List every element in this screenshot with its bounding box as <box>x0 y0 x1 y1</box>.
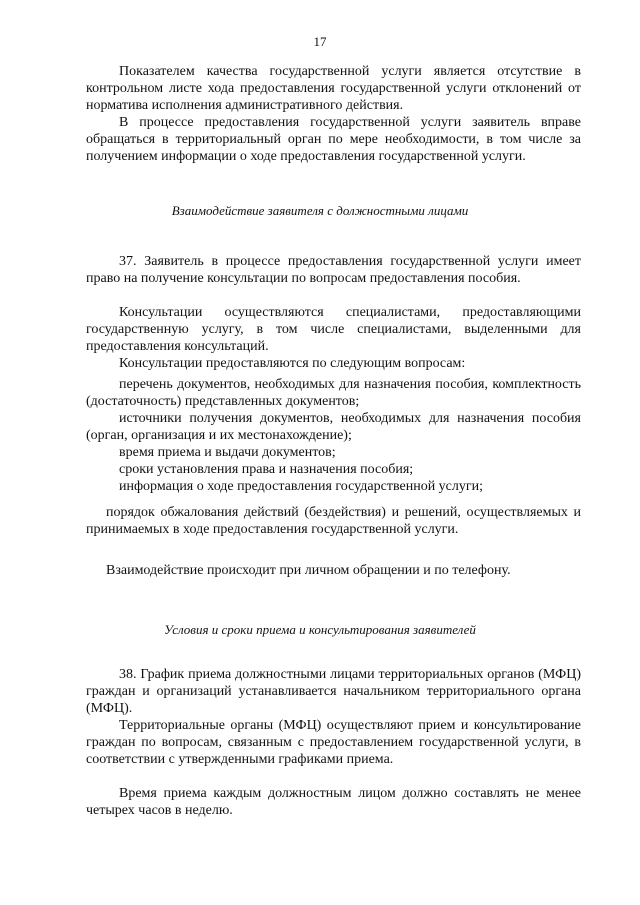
page-number: 17 <box>313 34 327 49</box>
section-heading-conditions: Условия и сроки приема и консультирования заявителей <box>164 622 476 637</box>
topic-service-progress: информация о ходе предоставления государственной услуги; <box>119 479 484 494</box>
topic-documents-list: перечень документов, необходимых для назначения пособия, комплектность (достаточность) представленных документов; <box>86 377 581 409</box>
clause-37-paragraph: 37. Заявитель в процессе предоставления государственной услуги имеет право на получение консультации по вопросам предоставления пособия. <box>86 254 581 286</box>
topic-reception-time: время приема и выдачи документов; <box>119 445 336 460</box>
consultation-specialists-paragraph: Консультации осуществляются специалистами, предоставляющими государственную услугу, в том числе специалистами, выделенными для предоставления консультаций. <box>86 305 581 354</box>
applicant-right-paragraph: В процессе предоставления государственной услуги заявитель вправе обращаться в территориальный орган по мере необходимости, в том числе за получением информации о ходе предоставления государственной услуги. <box>86 115 581 164</box>
reception-consulting-paragraph: Территориальные органы (МФЦ) осуществляют прием и консультирование граждан по вопросам, связанным с предоставлением государственной услуги, в соответствии с утвержденными графиками приема. <box>86 718 581 767</box>
consultation-topics-intro: Консультации предоставляются по следующим вопросам: <box>119 356 466 371</box>
reception-hours-paragraph: Время приема каждым должностным лицом должно составлять не менее четырех часов в неделю. <box>86 786 581 818</box>
clause-38-paragraph: 38. График приема должностными лицами территориальных органов (МФЦ) граждан и организаций устанавливается начальником территориального органа (МФЦ). <box>86 667 581 716</box>
section-heading-interaction: Взаимодействие заявителя с должностными лицами <box>171 203 469 218</box>
interaction-method-paragraph: Взаимодействие происходит при личном обращении и по телефону. <box>106 563 511 578</box>
quality-indicator-paragraph: Показателем качества государственной услуги является отсутствие в контрольном листе хода предоставления государственной услуги отклонений от норматива исполнения административного действия. <box>86 64 581 113</box>
topic-appeal-procedure: порядок обжалования действий (бездействия) и решений, осуществляемых и принимаемых в ходе предоставления государственной услуги. <box>86 505 581 537</box>
topic-entitlement-terms: сроки установления права и назначения пособия; <box>119 462 414 477</box>
topic-document-sources: источники получения документов, необходимых для назначения пособия (орган, организация и их местонахождение); <box>86 411 581 443</box>
